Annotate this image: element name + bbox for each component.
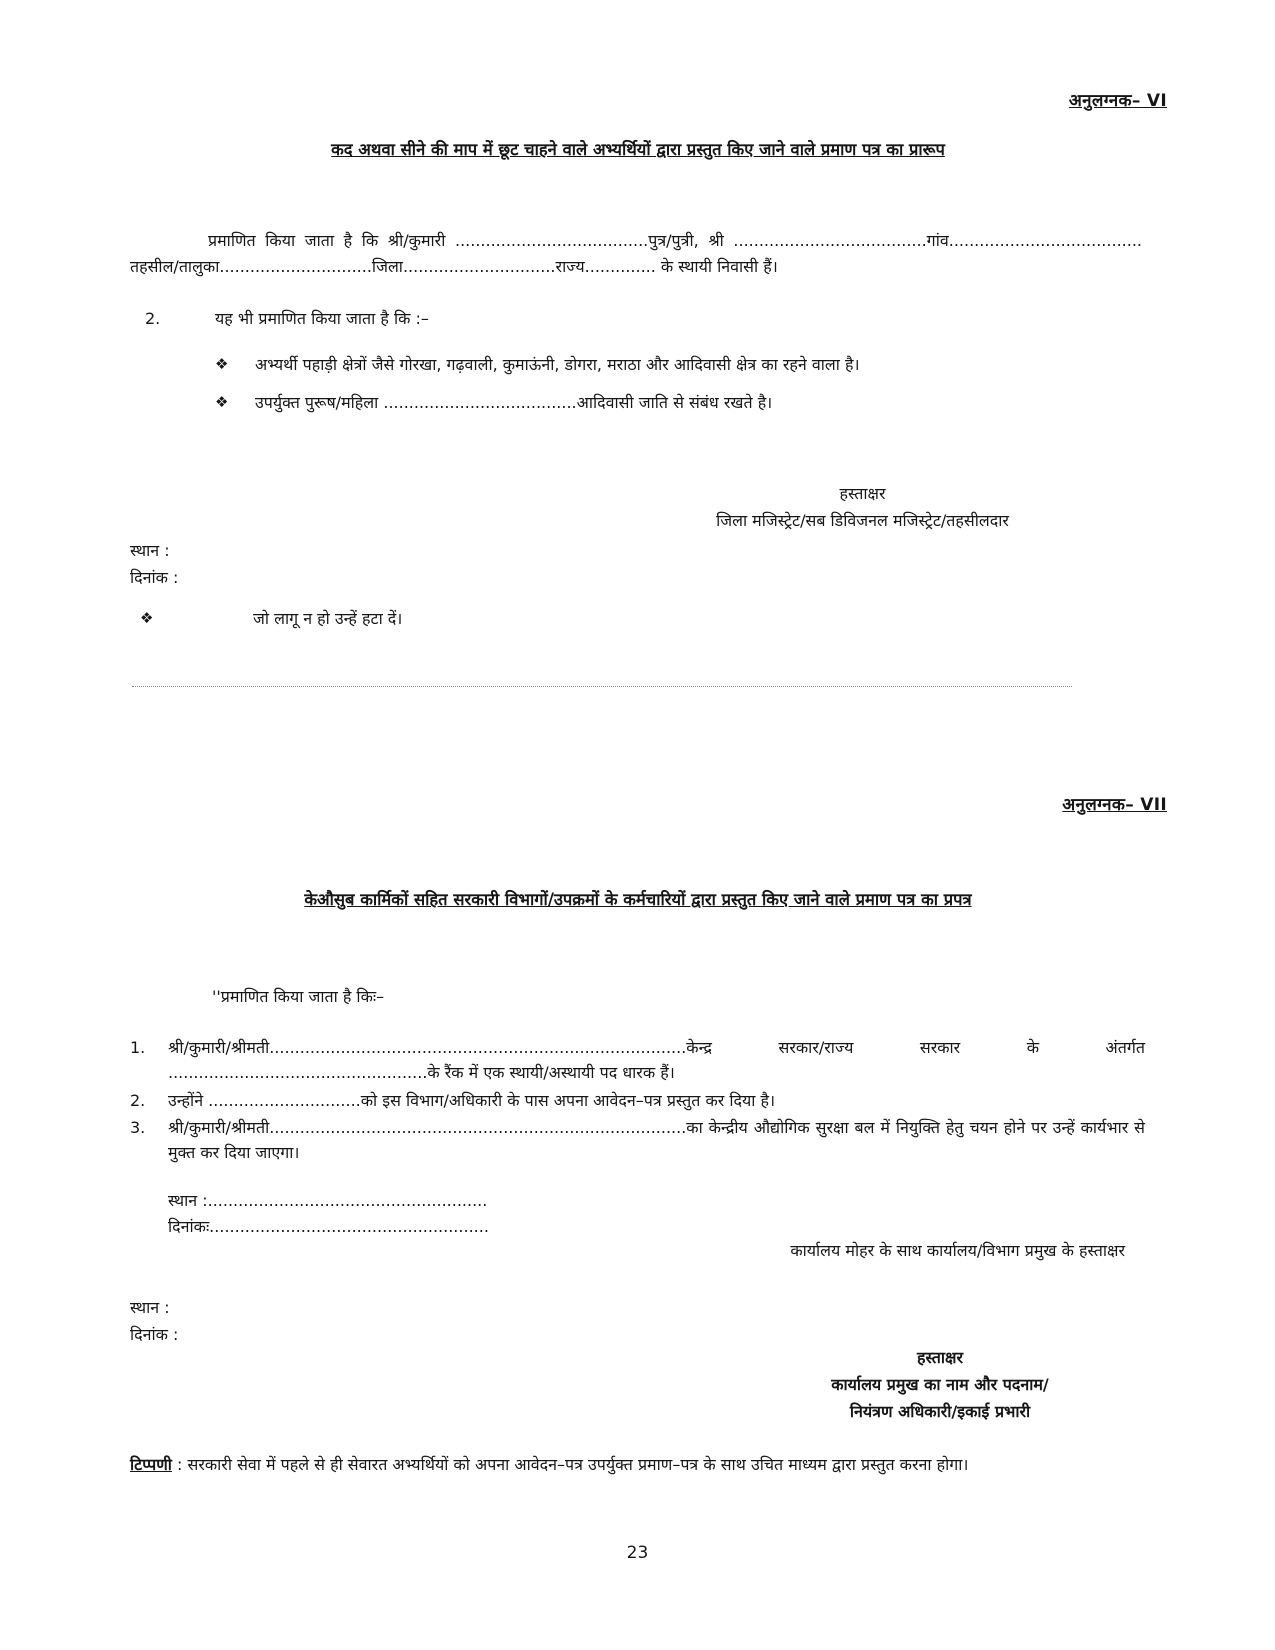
annexure7-title: केऔसुब कार्मिकों सहित सरकारी विभागों/उपक्रमों के कर्मचारियों द्वारा प्रस्तुत किए जाने वाले प्रमाण पत्र का प्रपत्र: [304, 890, 972, 909]
annexure7-signature-label: हस्ताक्षर: [916, 1348, 963, 1367]
diamond-bullet-icon: ❖: [140, 609, 154, 627]
annexure6-bullet-2-text: उपर्युक्त पुरूष/महिला ......................................आदिवासी जाति से संबंध रखते है।: [255, 393, 773, 412]
annexure6-bullet-1-text: अभ्यर्थी पहाड़ी क्षेत्रों जैसे गोरखा, गढ़वाली, कुमाऊंनी, डोगरा, मराठा और आदिवासी क्षेत्र का रहने वाला है।: [255, 355, 860, 374]
annexure7-note-label: टिप्पणी: [130, 1455, 172, 1474]
annexure7-item3-text: श्री/कुमारी/श्रीमती..................................................................................का केन्द्रीय औद्योगिक सुरक्षा बल में नियुक्ति हेतु चयन होने पर उन्हें कार्यभार से मुक्त कर दिया जाएगा।: [168, 1118, 1145, 1163]
annexure7-item2-text: उन्होंने ..............................को इस विभाग/अधिकारी के पास अपना आवेदन–पत्र प्रस्तुत कर दिया है।: [168, 1090, 776, 1110]
annexure7-section-header: [130, 792, 1167, 815]
annexure7-office-seal-line: कार्यालय मोहर के साथ कार्यालय/विभाग प्रमुख के हस्ताक्षर: [790, 1241, 1125, 1260]
annexure6-item2-text: यह भी प्रमाणित किया जाता है कि :–: [215, 309, 429, 328]
annexure6-item2-number: 2.: [145, 309, 161, 328]
page-number: 23: [626, 1543, 649, 1563]
annexure7-numbered-list: [130, 1036, 1145, 1169]
annexure7-place-label: स्थान :: [130, 1298, 170, 1317]
list-item: [130, 1036, 1145, 1086]
annexure6-bullet-1: [215, 352, 1135, 378]
annexure7-date-dotted-line: दिनांकः.......................................................: [168, 1217, 489, 1237]
annexure6-paragraph: प्रमाणित किया जाता है कि श्री/कुमारी ......................................पुत्र/पुत्री, श्री ......................................गांव...................................... तहसील/तालुका..............................जिला..............................राज्य.............. के स्थायी निवासी हैं।: [130, 231, 1142, 276]
annexure6-section-header: [130, 88, 1167, 111]
annexure7-place-dotted: [168, 1188, 489, 1241]
annexure6-place-label: स्थान :: [130, 541, 170, 560]
annexure6-footnote-text: जो लागू न हो उन्हें हटा दें।: [253, 609, 403, 628]
section-divider: [132, 686, 1072, 687]
annexure7-signature-block: [690, 1344, 1190, 1426]
list-item: [130, 1089, 1145, 1114]
annexure7-place-dotted-line: स्थान :.......................................................: [168, 1191, 488, 1210]
list-item: [130, 1116, 1145, 1166]
annexure7-item3-number: 3.: [130, 1118, 146, 1138]
diamond-bullet-icon: ❖: [215, 355, 229, 373]
annexure7-date-label: दिनांक :: [130, 1325, 179, 1344]
annexure6-footnote: [140, 606, 840, 632]
annexure7-signer-line2: नियंत्रण अधिकारी/इकाई प्रभारी: [849, 1402, 1031, 1422]
annexure6-item2: [145, 306, 1135, 332]
annexure6-bullet-2: [215, 390, 1135, 416]
annexure7-item1-text: श्री/कुमारी/श्रीमती..................................................................................केन्द्र सरकार/राज्य सरकार के अंतर्गत ...................................................के रैंक में एक स्थायी/अस्थायी पद धारक हैं।: [168, 1038, 1145, 1082]
annexure6-tag: अनुलग्नक– VI: [1068, 91, 1167, 111]
annexure7-item2-number: 2.: [130, 1090, 146, 1110]
annexure7-intro: ''प्रमाणित किया जाता है किः–: [212, 987, 385, 1006]
annexure7-note: [130, 1452, 1145, 1478]
annexure7-item1-number: 1.: [130, 1038, 146, 1057]
annexure6-signature-block: [590, 480, 1135, 534]
annexure7-tag: अनुलग्नक– VII: [1062, 795, 1167, 815]
diamond-bullet-icon: ❖: [215, 393, 229, 411]
annexure6-signature-designation: जिला मजिस्ट्रेट/सब डिविजनल मजिस्ट्रेट/तहसीलदार: [716, 511, 1009, 531]
annexure7-signer-line1: कार्यालय प्रमुख का नाम और पदनाम/: [831, 1375, 1049, 1395]
annexure6-title: कद अथवा सीने की माप में छूट चाहने वाले अभ्यर्थियों द्वारा प्रस्तुत किए जाने वाले प्रमाण पत्र का प्रारूप: [331, 140, 945, 159]
annexure7-note-separator: :: [171, 1455, 188, 1474]
annexure6-signature-label: हस्ताक्षर: [839, 484, 886, 503]
annexure7-note-text: सरकारी सेवा में पहले से ही सेवारत अभ्यर्थियों को अपना आवेदन–पत्र उपर्युक्त प्रमाण–पत्र के साथ उचित माध्यम द्वारा प्रस्तुत करना होगा।: [187, 1455, 969, 1474]
annexure6-date-label: दिनांक :: [130, 568, 179, 587]
